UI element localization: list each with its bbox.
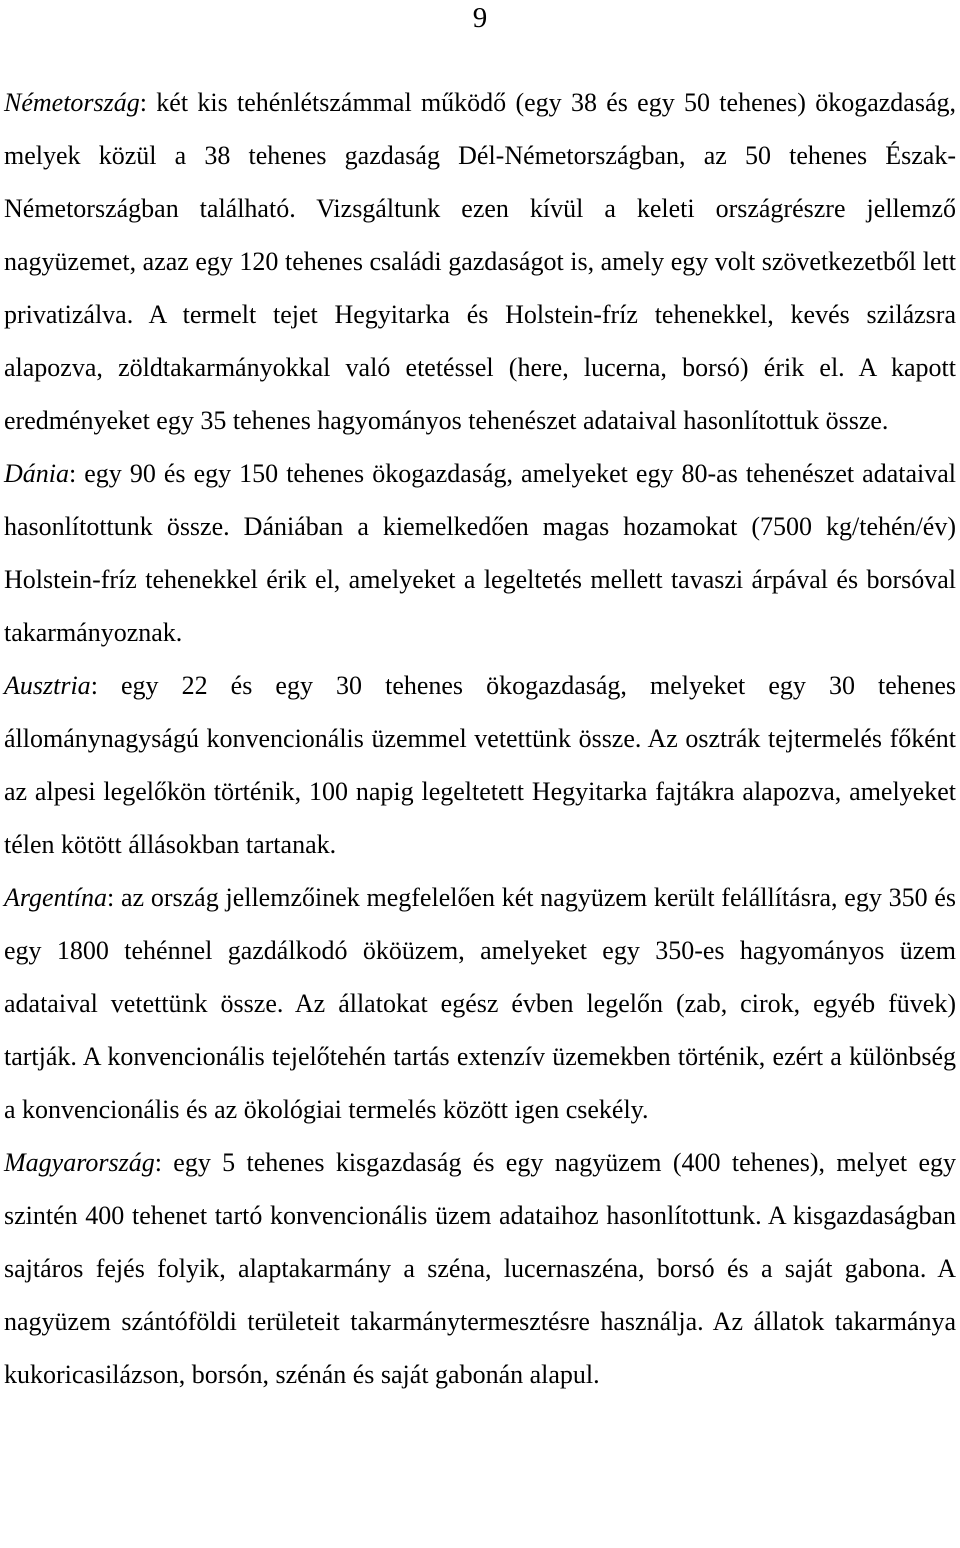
- page-number: 9: [472, 2, 488, 34]
- document-body: [4, 76, 956, 1401]
- paragraph-text: : két kis tehénlétszámmal működő (egy 38 és egy 50 tehenes) ökogazdaság, melyek közül a 38 tehenes gazdaság Dél-Németországban, az 50 tehenes Észak-Németországban található. Vizsgáltunk ezen kívül a keleti országrészre jellemző nagyüzemet, azaz egy 120 tehenes családi gazdaságot is, amely egy volt szövetkezetből lett privatizálva. A termelt tejet Hegyitarka és Holstein-fríz tehenekkel, kevés szilázsra alapozva, zöldtakarmányokkal való etetéssel (here, lucerna, borsó) érik el. A kapott eredményeket egy 35 tehenes hagyományos tehenészet adataival hasonlítottuk össze.: [4, 88, 956, 435]
- country-name: Magyarország: [4, 1148, 155, 1177]
- paragraph-denmark: [4, 447, 956, 659]
- country-name: Dánia: [4, 459, 69, 488]
- paragraph-austria: [4, 659, 956, 871]
- paragraph-argentina: [4, 871, 956, 1136]
- paragraph-germany: [4, 76, 956, 447]
- paragraph-hungary: [4, 1136, 956, 1401]
- country-name: Németország: [4, 88, 140, 117]
- country-name: Ausztria: [4, 671, 91, 700]
- paragraph-text: : az ország jellemzőinek megfelelően két nagyüzem került felállításra, egy 350 és egy 1800 tehénnel gazdálkodó ököüzem, amelyeket egy 350-es hagyományos üzem adataival vetettünk össze. Az állatokat egész évben legelőn (zab, cirok, egyéb füvek) tartják. A konvencionális tejelőtehén tartás extenzív üzemekben történik, ezért a különbség a konvencionális és az ökológiai termelés között igen csekély.: [4, 883, 956, 1124]
- paragraph-text: : egy 5 tehenes kisgazdaság és egy nagyüzem (400 tehenes), melyet egy szintén 400 tehenet tartó konvencionális üzem adataihoz hasonlítottunk. A kisgazdaságban sajtáros fejés folyik, alaptakarmány a széna, lucernaszéna, borsó és a saját gabona. A nagyüzem szántóföldi területeit takarmánytermesztésre használja. Az állatok takarmánya kukoricasilázson, borsón, szénán és saját gabonán alapul.: [4, 1148, 956, 1389]
- paragraph-text: : egy 22 és egy 30 tehenes ökogazdaság, melyeket egy 30 tehenes állománynagyságú konvencionális üzemmel vetettünk össze. Az osztrák tejtermelés főként az alpesi legelőkön történik, 100 napig legeltetett Hegyitarka fajtákra alapozva, amelyeket télen kötött állásokban tartanak.: [4, 671, 956, 859]
- paragraph-text: : egy 90 és egy 150 tehenes ökogazdaság, amelyeket egy 80-as tehenészet adataival hasonlítottunk össze. Dániában a kiemelkedően magas hozamokat (7500 kg/tehén/év) Holstein-fríz tehenekkel érik el, amelyeket a legeltetés mellett tavaszi árpával és borsóval takarmányoznak.: [4, 459, 956, 647]
- country-name: Argentína: [4, 883, 108, 912]
